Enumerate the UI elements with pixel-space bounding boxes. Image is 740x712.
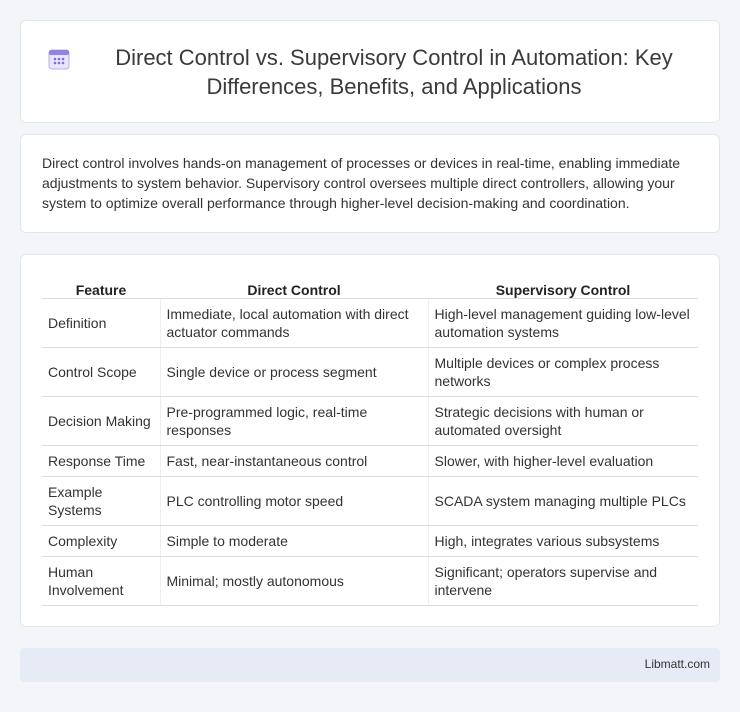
intro-paragraph: Direct control involves hands-on management of processes or devices in real-time, enabling immediate adjustments to system behavior. Supervisory control oversees multiple direct controllers, allowing your system to optimize overall performance through higher-level decision-making and coordination. <box>42 155 681 211</box>
supervisory-control-cell: Strategic decisions with human or automated oversight <box>428 396 698 445</box>
feature-cell: Human Involvement <box>42 556 160 605</box>
column-header-feature: Feature <box>42 273 160 298</box>
page-title: Direct Control vs. Supervisory Control in Automation: Key Differences, Benefits, and Applications <box>115 45 673 99</box>
column-header-supervisory-control: Supervisory Control <box>428 273 698 298</box>
feature-cell: Definition <box>42 298 160 347</box>
column-header-direct-control: Direct Control <box>160 273 428 298</box>
title-card <box>20 20 720 123</box>
feature-cell: Example Systems <box>42 476 160 525</box>
table-row <box>42 445 698 476</box>
feature-cell: Response Time <box>42 445 160 476</box>
table-row <box>42 298 698 347</box>
table-row <box>42 476 698 525</box>
table-row <box>42 347 698 396</box>
supervisory-control-cell: High-level management guiding low-level automation systems <box>428 298 698 347</box>
supervisory-control-cell: High, integrates various subsystems <box>428 525 698 556</box>
footer-site-name: Libmatt.com <box>644 657 710 671</box>
feature-cell: Complexity <box>42 525 160 556</box>
supervisory-control-cell: Significant; operators supervise and intervene <box>428 556 698 605</box>
intro-card <box>20 134 720 233</box>
supervisory-control-cell: SCADA system managing multiple PLCs <box>428 476 698 525</box>
direct-control-cell: Immediate, local automation with direct actuator commands <box>160 298 428 347</box>
comparison-table <box>42 273 698 606</box>
feature-cell: Decision Making <box>42 396 160 445</box>
supervisory-control-cell: Multiple devices or complex process networks <box>428 347 698 396</box>
direct-control-cell: Simple to moderate <box>160 525 428 556</box>
table-row <box>42 396 698 445</box>
direct-control-cell: Minimal; mostly autonomous <box>160 556 428 605</box>
table-row <box>42 525 698 556</box>
feature-cell: Control Scope <box>42 347 160 396</box>
direct-control-cell: Single device or process segment <box>160 347 428 396</box>
table-row <box>42 556 698 605</box>
comparison-card <box>20 254 720 627</box>
supervisory-control-cell: Slower, with higher-level evaluation <box>428 445 698 476</box>
table-header-row <box>42 273 698 298</box>
direct-control-cell: Pre-programmed logic, real-time responses <box>160 396 428 445</box>
footer-bar <box>20 648 720 682</box>
direct-control-cell: Fast, near-instantaneous control <box>160 445 428 476</box>
direct-control-cell: PLC controlling motor speed <box>160 476 428 525</box>
